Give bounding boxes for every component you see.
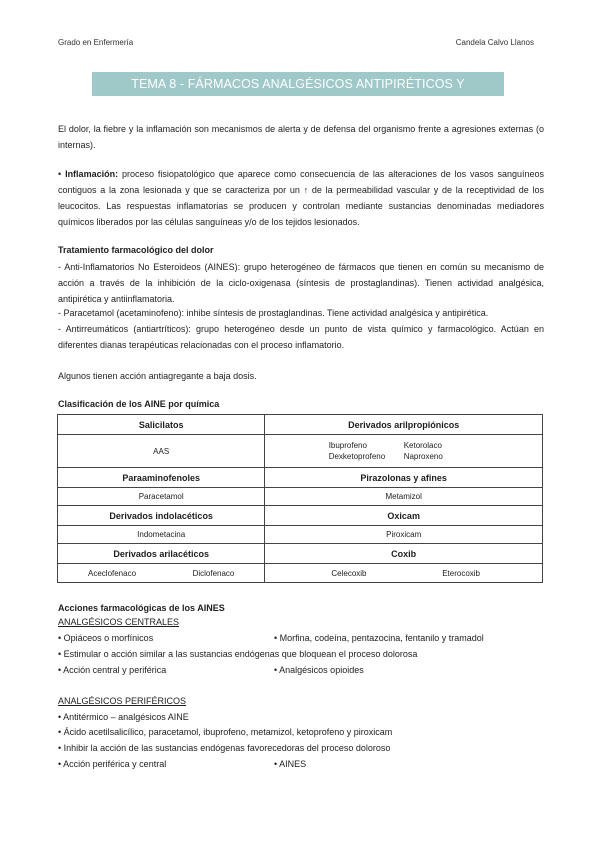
cell-metamizol: Metamizol	[265, 488, 543, 506]
header-right: Candela Calvo Llanos	[455, 38, 534, 47]
page-title: TEMA 8 - FÁRMACOS ANALGÉSICOS ANTIPIRÉTICOS Y ANTIINFLAMATORIOS	[92, 72, 504, 96]
drug-naproxeno: Naproxeno	[403, 452, 443, 461]
central-row-2: • Estimular o acción similar a las sustancias endógenas que bloquean el proceso dolorosa	[58, 649, 418, 659]
drug-ketorolaco: Ketorolaco	[403, 441, 442, 450]
cell-arilaceticos-drugs	[58, 564, 265, 583]
central-row-3	[58, 662, 544, 678]
inflammation-text: proceso fisiopatológico que aparece como consecuencia de las alteraciones de los vasos sanguíneos contiguos a la zona lesionada y que se caracteriza por un ↑ de la permeabilidad vascular y de la receptividad de los leucocitos. Las respuestas inflamatorias se producen y controlan mediante sustancias denominadas mediadores químicos liberados por las células sanguíneas y/o de los tejidos lesionados.	[58, 169, 544, 227]
cell-oxicam: Oxicam	[265, 506, 543, 526]
cell-indometacina: Indometacina	[58, 526, 265, 544]
central-heading: ANALGÉSICOS CENTRALES	[58, 617, 180, 627]
peripheral-heading: ANALGÉSICOS PERIFÉRICOS	[58, 696, 187, 706]
inflammation-label: Inflamación:	[65, 169, 119, 179]
peripheral-row-1: • Antitérmico – analgésicos AINE	[58, 712, 189, 722]
central-row-1	[58, 630, 544, 646]
bullet: •	[58, 169, 62, 179]
actions-heading: Acciones farmacológicas de los AINES	[58, 603, 225, 613]
header-left: Grado en Enfermería	[58, 38, 134, 47]
cell-pirazolonas: Pirazolonas y afines	[265, 468, 543, 488]
drug-ibuprofeno: Ibuprofeno	[328, 441, 367, 450]
cell-arilpropionicos: Derivados arilpropiónicos	[265, 415, 543, 435]
treatment-paracetamol: - Paracetamol (acetaminofeno): inhibe síntesis de prostaglandinas. Tiene actividad analgésica y antipirética.	[58, 308, 489, 318]
cell-coxib: Coxib	[265, 544, 543, 564]
drug-aceclofenaco: Aceclofenaco	[88, 568, 137, 578]
cell-aas: AAS	[58, 435, 265, 468]
cell-paraaminofenoles: Paraaminofenoles	[58, 468, 265, 488]
central-opioides: • Analgésicos opioides	[274, 665, 364, 675]
drug-diclofenaco: Diclofenaco	[192, 568, 235, 578]
intro-paragraph: El dolor, la fiebre y la inflamación son mecanismos de alerta y de defensa del organismo frente a agresiones externas (o internas).	[58, 124, 544, 150]
inflammation-paragraph	[58, 166, 544, 230]
central-morfina: • Morfina, codeína, pentazocina, fentanilo y tramadol	[274, 633, 484, 643]
treatment-heading: Tratamiento farmacológico del dolor	[58, 245, 214, 255]
cell-arilpropionicos-drugs	[265, 435, 543, 468]
aine-classification-table	[57, 414, 543, 583]
drug-dexketoprofeno: Dexketoprofeno	[328, 452, 386, 461]
cell-paracetamol: Paracetamol	[58, 488, 265, 506]
peripheral-accion: • Acción periférica y central	[58, 759, 167, 769]
peripheral-aines: • AINES	[274, 759, 307, 769]
cell-arilaceticos: Derivados arilacéticos	[58, 544, 265, 564]
cell-salicilatos: Salicilatos	[58, 415, 265, 435]
cell-piroxicam: Piroxicam	[265, 526, 543, 544]
central-accion: • Acción central y periférica	[58, 665, 167, 675]
treatment-aines: - Anti-Inflamatorios No Esteroideos (AINES): grupo heterogéneo de fármacos que tienen en común su mecanismo de acción a través de la inhibición de la ciclo-oxigenasa (síntesis de prostaglandinas). Tienen actividad analgésica, antipirética y antiinflamatoria.	[58, 262, 544, 304]
table-heading: Clasificación de los AINE por química	[58, 399, 220, 409]
drug-eterocoxib: Eterocoxib	[442, 568, 480, 578]
treatment-antirreumaticos: - Antirreumáticos (antiartríticos): grupo heterogéneo desde un punto de vista químico y farmacológico. Actúan en diferentes dianas terapéuticas relacionadas con el proceso inflamatorio.	[58, 324, 544, 350]
central-opiaceos: • Opiáceos o morfínicos	[58, 633, 154, 643]
drug-celecoxib: Celecoxib	[331, 568, 367, 578]
peripheral-row-4	[58, 756, 544, 772]
cell-coxib-drugs	[265, 564, 543, 583]
peripheral-row-2: • Ácido acetilsalicílico, paracetamol, ibuprofeno, metamizol, ketoprofeno y piroxicam	[58, 727, 393, 737]
peripheral-row-3: • Inhibir la acción de las sustancias endógenas favorecedoras del proceso doloroso	[58, 743, 391, 753]
cell-indolaceticos: Derivados indolacéticos	[58, 506, 265, 526]
treatment-note: Algunos tienen acción antiagregante a baja dosis.	[58, 371, 257, 381]
